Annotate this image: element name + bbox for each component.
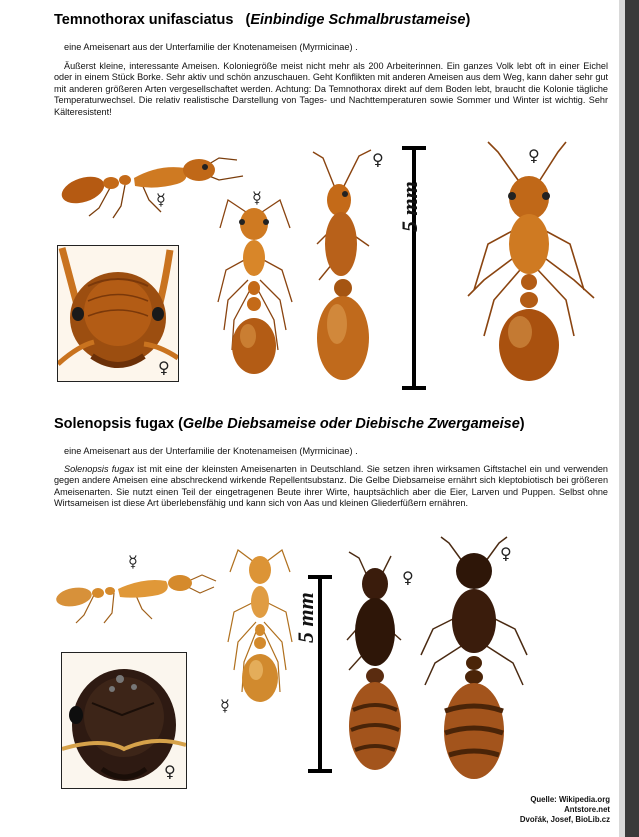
scale-label-1: 5 mm	[397, 181, 422, 232]
page-edge-dark	[625, 0, 639, 837]
worker-symbol-icon: ☿	[156, 190, 166, 209]
queen-symbol-icon: ♀	[528, 146, 540, 165]
scale-label-2: 5 mm	[293, 592, 318, 643]
temnothorax-worker-dorsal-photo	[214, 190, 294, 385]
temnothorax-queen-dorsal-photo	[454, 140, 604, 385]
section2-body-species: Solenopsis fugax	[64, 464, 135, 474]
section2-title-alt: Gelbe Diebsameise oder Diebische Zwergameise	[182, 416, 520, 432]
section1-body: Äußerst kleine, interessante Ameisen. Koloniegröße meist nicht mehr als 200 Arbeiterinnen. Ein ganzes Volk lebt oft in einer Eichel oder in einem Stück Borke. Sehr aktiv und schön anzuschauen. Geht Konflikten mit anderen Ameisen aus dem Weg, kann daher sehr gut mit anderen größeren Arten vergesellschaftet werden. Achtung: Da Temnothorax direkt auf dem Boden lebt, braucht die Kolonie tägliche Temperaturwechsel. Die relativ realistische Darstellung von Tages- und Nachttemperaturen sowie Sommer und Winter ist wichtig. Sehr Kälteresistent!	[54, 61, 608, 117]
worker-symbol-icon: ☿	[128, 552, 138, 571]
credit-line-2: Antstore.net	[564, 805, 610, 814]
temnothorax-queen-side-photo	[309, 148, 379, 383]
credit-line-1: Quelle: Wikipedia.org	[530, 795, 610, 804]
queen-symbol-icon: ♀	[158, 358, 170, 377]
worker-symbol-icon: ☿	[220, 696, 230, 715]
queen-symbol-icon: ♀	[500, 544, 512, 563]
credit-line-3: Dvořák, Josef, BioLib.cz	[519, 815, 610, 824]
queen-symbol-icon: ♀	[402, 568, 414, 587]
section2-body	[54, 464, 608, 510]
queen-symbol-icon: ♀	[164, 762, 176, 781]
section1-intro: eine Ameisenart aus der Unterfamilie der Knotenameisen (Myrmicinae) .	[64, 42, 358, 52]
solenopsis-queen-dorsal-photo	[419, 535, 529, 785]
section1-title-alt: Einbindige Schmalbrustameise	[250, 12, 466, 28]
section2-title: Solenopsis fugax (Gelbe Diebsameise oder Diebische Zwergameise)	[54, 416, 525, 432]
source-credits	[520, 795, 610, 825]
section1-title-main: Temnothorax unifasciatus	[54, 12, 234, 28]
section1-title: Temnothorax unifasciatus (Einbindige Schmalbrustameise)	[54, 12, 471, 28]
solenopsis-worker-side-photo	[54, 565, 219, 625]
worker-symbol-icon: ☿	[252, 188, 262, 207]
section2-body-text: ist mit eine der kleinsten Ameisenarten in Deutschland. Sie setzen ihren wirksamen Giftstachel ein und verwenden gegen andere Ameisen eine abschreckend wirkende Repellentsubstanz. Die Gelbe Diebsameise ernährt sich kleptobiotisch bei größeren Ameisenarten. Sie nutzt einen Teil der eingetragenen Beute ihrer Wirte, hauptsächlich aber die Eier, Larven und Puppen. Selbst ohne Wirtsameisen ist diese Art überlebensfähig und kann sich von Aas und kleinen Gliederfüßern ernähren.	[54, 464, 608, 509]
solenopsis-worker-dorsal-photo	[222, 542, 298, 717]
queen-symbol-icon: ♀	[372, 150, 384, 169]
solenopsis-queen-side-photo	[339, 550, 411, 775]
section2-intro: eine Ameisenart aus der Unterfamilie der Knotenameisen (Myrmicinae) .	[64, 446, 358, 456]
section2-title-main: Solenopsis fugax	[54, 416, 175, 432]
document-page	[54, 0, 610, 837]
